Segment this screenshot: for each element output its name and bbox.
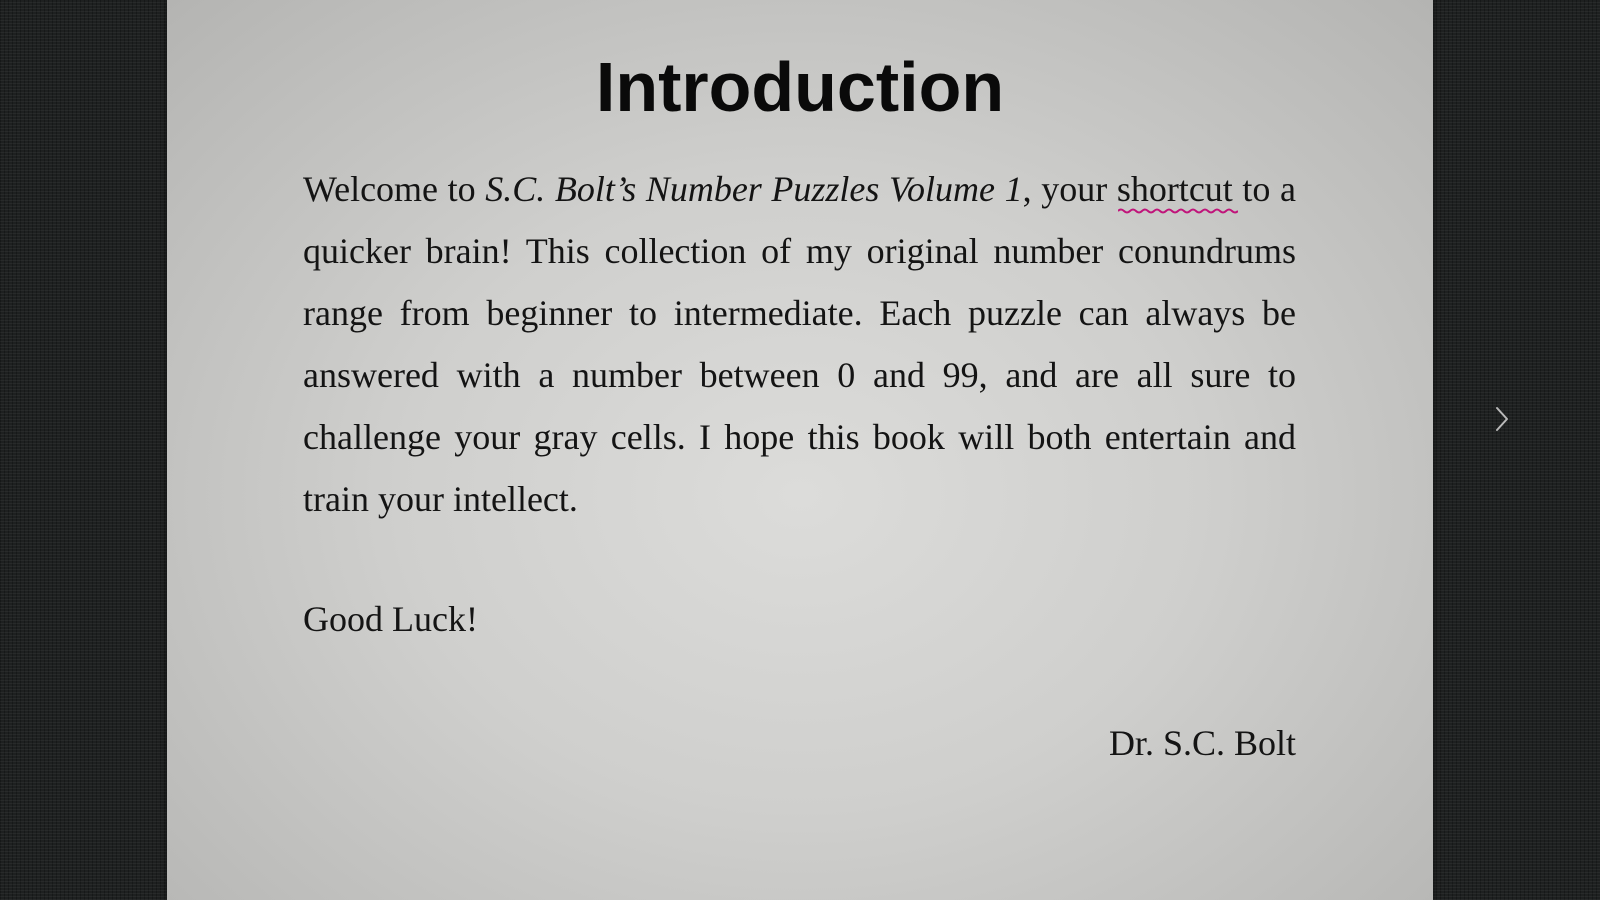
author-signature: Dr. S.C. Bolt bbox=[1108, 723, 1296, 763]
closing-line: Good Luck! bbox=[303, 599, 478, 639]
spellcheck-underline bbox=[1118, 208, 1238, 214]
page-title: Introduction bbox=[595, 48, 1005, 126]
intro-paragraph bbox=[303, 158, 1296, 530]
intro-rest: to a quicker brain! This collection of my original number conundrums range from beginner to intermediate. Each puzzle can always be answered with a number between 0 and 99, and are all sure to challenge your gray cells. I hope this book will both entertain and train your intellect. bbox=[303, 169, 1296, 519]
book-page bbox=[167, 0, 1433, 900]
flagged-word-text: shortcut bbox=[1116, 169, 1233, 209]
chevron-right-icon bbox=[1490, 404, 1514, 434]
spellcheck-flagged-word[interactable] bbox=[1117, 158, 1233, 220]
intro-lead: Welcome to bbox=[303, 169, 486, 209]
book-title: S.C. Bolt’s Number Puzzles Volume 1 bbox=[485, 169, 1023, 209]
next-page-button[interactable] bbox=[1490, 404, 1514, 434]
intro-after-title: , your bbox=[1022, 169, 1117, 209]
